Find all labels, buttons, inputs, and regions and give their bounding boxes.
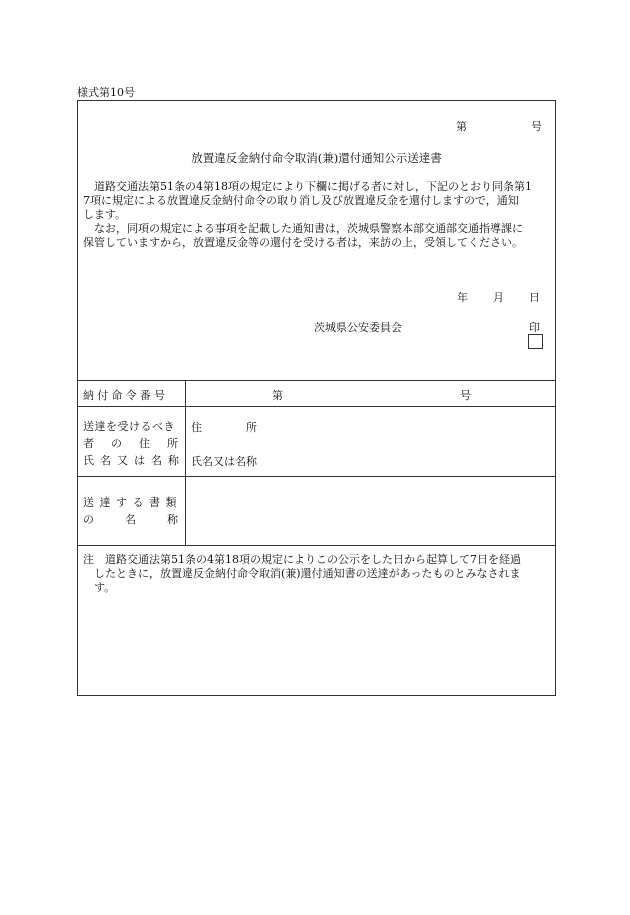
form-id: 様式第10号 (77, 86, 135, 99)
recipient-label-line1: 送達を受けるべき (83, 420, 175, 433)
order-number-prefix: 第 (272, 389, 283, 402)
table-bottom-border (78, 545, 555, 546)
note (83, 553, 553, 595)
table-column-divider (185, 380, 186, 545)
notice-number-suffix: 号 (531, 120, 542, 133)
seal-box (528, 334, 543, 349)
date-month-label: 月 (493, 291, 504, 304)
date-day-label: 日 (529, 291, 540, 304)
order-number-label: 納付命令番号 (83, 389, 169, 402)
notice-number-prefix: 第 (456, 120, 467, 133)
paragraph-storage (83, 222, 553, 250)
paragraph-storage-line: 保管していますから，放置違反金等の還付を受ける者は，来訪の上，受領してください。 (83, 236, 523, 249)
document-title: 放置違反金納付命令取消(兼)還付通知公示送達書 (191, 151, 442, 165)
notice-form (77, 100, 556, 696)
paragraph-storage-line: なお，同項の規定による事項を記載した通知書は，茨城県警察本部交通部交通指導課に (94, 222, 523, 235)
note-line: したときに，放置違反金納付命令取消(兼)還付通知書の送達があったものとみなされま (94, 567, 521, 580)
paragraph-notice-line: 道路交通法第51条の4第18項の規定により下欄に掲げる者に対し，下記のとおり同条第1 (94, 180, 532, 193)
paragraph-notice-line: 7項に規定による放置違反金納付命令の取り消し及び放置違反金を還付しますので，通知 (83, 194, 519, 207)
recipient-label-line2: 者 の 住 所 (83, 437, 178, 450)
documents-label (83, 494, 182, 528)
paragraph-notice (83, 180, 553, 222)
recipient-label-line3: 氏名又は名称 (83, 454, 185, 467)
note-line: 注 道路交通法第51条の4第18項の規定によりこの公示をした日から起算して7日を経過 (83, 553, 521, 566)
note-line: す。 (94, 581, 116, 594)
date-year-label: 年 (457, 291, 468, 304)
order-number-suffix: 号 (460, 389, 471, 402)
issuer-name: 茨城県公安委員会 (314, 321, 402, 334)
paragraph-notice-line: します。 (83, 208, 127, 221)
name-label: 氏名又は名称 (191, 455, 257, 468)
documents-label-line2: の 名 称 (83, 513, 178, 526)
table-row-divider (78, 476, 555, 477)
table-row-divider (78, 406, 555, 407)
recipient-label (83, 418, 185, 469)
table-top-border (78, 380, 555, 381)
address-label: 住所 (191, 421, 301, 434)
documents-label-line1: 送達する書類 (83, 496, 182, 509)
seal-label: 印 (529, 321, 540, 334)
